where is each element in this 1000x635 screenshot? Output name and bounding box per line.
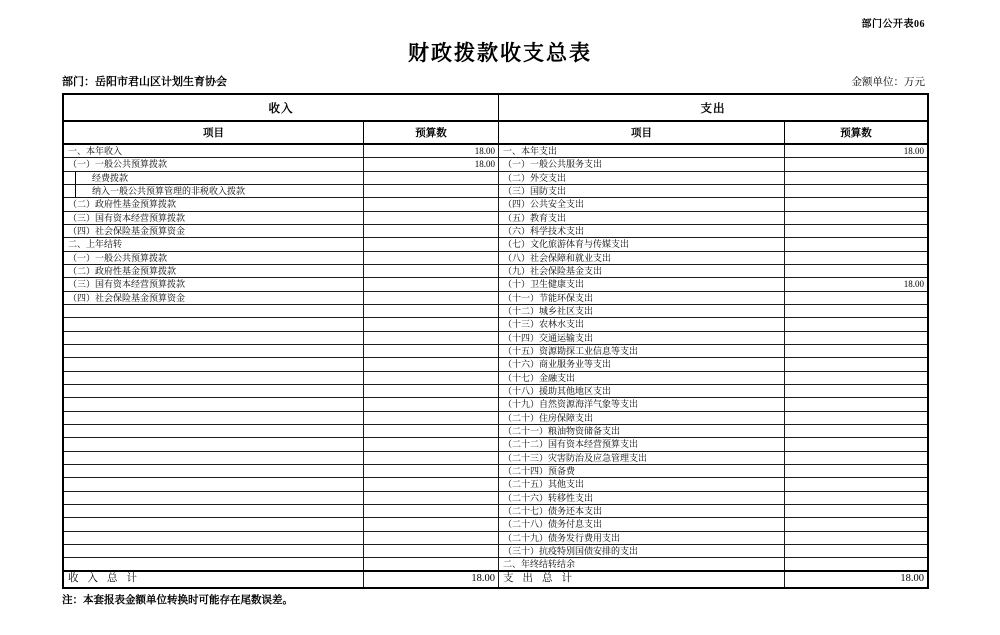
expense-budget-cell: [785, 545, 927, 557]
expense-item-cell: （二十）住房保障支出: [499, 412, 785, 424]
table-row: [64, 345, 927, 358]
expense-item-cell: （三十）抗疫特别国债安排的支出: [499, 545, 785, 557]
expense-item-cell: （十八）援助其他地区支出: [499, 385, 785, 397]
expense-item-cell: （二）外交支出: [499, 172, 785, 184]
expense-budget-cell: [785, 532, 927, 544]
income-item-cell: [64, 452, 364, 464]
expense-budget-cell: [785, 372, 927, 384]
income-budget-cell: [364, 492, 499, 504]
income-budget-cell: [364, 478, 499, 490]
expense-budget-cell: [785, 318, 927, 330]
expense-budget-cell: [785, 505, 927, 517]
table-row: [64, 225, 927, 238]
expense-item-cell: （五）教育支出: [499, 212, 785, 224]
expense-item-cell: （十二）城乡社区支出: [499, 305, 785, 317]
table-row: [64, 412, 927, 425]
expense-item-cell: （十四）交通运输支出: [499, 332, 785, 344]
income-item-cell: [64, 545, 364, 557]
table-row: [64, 265, 927, 278]
expense-item-cell: （八）社会保障和就业支出: [499, 252, 785, 264]
expense-item-cell: （二十八）债务付息支出: [499, 518, 785, 530]
expense-budget-cell: [785, 558, 927, 569]
table-row: [64, 545, 927, 558]
table-header-groups: [64, 95, 927, 122]
table-row: [64, 318, 927, 331]
expense-budget-cell: [785, 425, 927, 437]
income-budget-cell: 18.00: [364, 158, 499, 170]
table-row: [64, 278, 927, 291]
table-row: [64, 305, 927, 318]
footnote: 注：本套报表金额单位转换时可能存在尾数误差。: [62, 594, 293, 606]
table-row: [64, 452, 927, 465]
expense-budget-cell: [785, 465, 927, 477]
income-item-cell: [64, 345, 364, 357]
expense-budget-cell: [785, 332, 927, 344]
expense-item-cell: （二十九）债务发行费用支出: [499, 532, 785, 544]
expense-budget-cell: [785, 398, 927, 410]
expense-budget-cell: [785, 292, 927, 304]
income-budget-cell: [364, 185, 499, 197]
income-budget-cell: [364, 545, 499, 557]
income-budget-cell: [364, 292, 499, 304]
table-row: [64, 158, 927, 171]
expense-budget-cell: [785, 478, 927, 490]
table-row: [64, 185, 927, 198]
expense-item-cell: （三）国防支出: [499, 185, 785, 197]
table-body: [64, 145, 927, 572]
income-budget-cell: [364, 465, 499, 477]
expense-group-header: 支出: [700, 102, 726, 115]
table-row: [64, 145, 927, 158]
income-budget-cell: [364, 318, 499, 330]
expense-budget-cell: [785, 305, 927, 317]
expense-item-cell: （二十五）其他支出: [499, 478, 785, 490]
income-item-cell: [64, 492, 364, 504]
expense-budget-cell: [785, 492, 927, 504]
income-budget-cell: [364, 425, 499, 437]
expense-item-column-header: 项目: [499, 122, 785, 143]
expense-budget-cell: [785, 212, 927, 224]
income-item-cell: [64, 385, 364, 397]
expense-item-cell: （十五）资源勘探工业信息等支出: [499, 345, 785, 357]
income-budget-cell: [364, 532, 499, 544]
income-group-header: 收入: [64, 95, 499, 120]
unit-label: 金额单位：万元: [851, 77, 925, 88]
expense-item-cell: （十六）商业服务业等支出: [499, 358, 785, 370]
table-row: [64, 518, 927, 531]
income-item-cell: [64, 318, 364, 330]
income-item-cell: （二）政府性基金预算拨款: [64, 198, 364, 210]
expense-budget-cell: [785, 198, 927, 210]
expense-item-cell: （二十六）转移性支出: [499, 492, 785, 504]
expense-budget-cell: 18.00: [903, 146, 924, 157]
income-item-cell: （三）国有资本经营预算拨款: [64, 212, 364, 224]
income-item-cell: 纳入一般公共预算管理的非税收入拨款: [64, 185, 364, 197]
income-item-cell: [64, 372, 364, 384]
income-budget-column-header: 预算数: [364, 122, 499, 143]
doc-code: 部门公开表06: [861, 19, 925, 30]
expense-budget-column-header: 预算数: [840, 128, 872, 139]
expense-item-cell: （四）公共安全支出: [499, 198, 785, 210]
expense-budget-cell: [785, 358, 927, 370]
expense-budget-cell: [785, 518, 927, 530]
expense-item-cell: （一）一般公共服务支出: [499, 158, 785, 170]
income-item-cell: [64, 532, 364, 544]
expense-budget-cell: [785, 345, 927, 357]
expense-budget-cell: [785, 238, 927, 250]
table-row: [64, 478, 927, 491]
income-item-cell: [64, 558, 364, 569]
income-item-cell: [64, 505, 364, 517]
income-item-cell: [64, 465, 364, 477]
income-budget-cell: [364, 358, 499, 370]
income-budget-cell: [364, 265, 499, 277]
table-row: [64, 492, 927, 505]
income-total-value-cell: 18.00: [364, 572, 499, 587]
expense-item-cell: 二、年终结转结余: [499, 558, 785, 569]
income-item-cell: （四）社会保险基金预算资金: [64, 225, 364, 237]
income-budget-cell: [364, 412, 499, 424]
income-item-cell: [64, 518, 364, 530]
table-row: [64, 532, 927, 545]
table-row: [64, 172, 927, 185]
income-budget-cell: [364, 505, 499, 517]
expense-item-cell: 一、本年支出: [499, 145, 785, 157]
income-budget-cell: [364, 398, 499, 410]
income-budget-cell: [364, 518, 499, 530]
income-item-cell: 一、本年收入: [64, 145, 364, 157]
table-row: [64, 358, 927, 371]
expense-item-cell: （十九）自然资源海洋气象等支出: [499, 398, 785, 410]
income-item-cell: （三）国有资本经营预算拨款: [64, 278, 364, 290]
income-item-column-header: 项目: [64, 122, 364, 143]
income-budget-cell: [364, 438, 499, 450]
meta-row: [62, 74, 925, 89]
income-budget-cell: [364, 558, 499, 569]
income-budget-cell: [364, 345, 499, 357]
income-budget-cell: [364, 385, 499, 397]
income-budget-cell: [364, 172, 499, 184]
expense-item-cell: （十）卫生健康支出: [499, 278, 785, 290]
income-budget-cell: 18.00: [364, 145, 499, 157]
table-row: [64, 252, 927, 265]
income-item-cell: [64, 478, 364, 490]
table-row: [64, 398, 927, 411]
expense-budget-cell: [785, 252, 927, 264]
total-row: [64, 572, 927, 587]
income-item-cell: [64, 398, 364, 410]
expense-budget-cell: [785, 438, 927, 450]
expense-item-cell: （二十二）国有资本经营预算支出: [499, 438, 785, 450]
expense-total-value-cell: 18.00: [900, 573, 924, 584]
income-item-cell: （二）政府性基金预算拨款: [64, 265, 364, 277]
income-total-label: 收入总计: [68, 573, 146, 584]
expense-item-cell: （二十七）债务还本支出: [499, 505, 785, 517]
income-item-cell: 经费拨款: [64, 172, 364, 184]
table-row: [64, 292, 927, 305]
table-row: [64, 558, 927, 571]
income-budget-cell: [364, 212, 499, 224]
income-item-cell: [64, 425, 364, 437]
income-item-cell: [64, 438, 364, 450]
expense-budget-cell: [785, 158, 927, 170]
income-item-cell: [64, 358, 364, 370]
expense-budget-cell: [785, 225, 927, 237]
income-budget-cell: [364, 252, 499, 264]
expense-item-cell: （六）科学技术支出: [499, 225, 785, 237]
table-row: [64, 505, 927, 518]
income-budget-cell: [364, 372, 499, 384]
table-row: [64, 438, 927, 451]
table-row: [64, 385, 927, 398]
expense-budget-cell: [785, 452, 927, 464]
expense-total-label-cell: [499, 572, 785, 587]
expense-budget-cell: [785, 412, 927, 424]
income-budget-cell: [364, 332, 499, 344]
expense-item-cell: （十七）金融支出: [499, 372, 785, 384]
table-row: [64, 212, 927, 225]
income-budget-cell: [364, 225, 499, 237]
income-budget-cell: [364, 305, 499, 317]
income-item-cell: （一）一般公共预算拨款: [64, 252, 364, 264]
income-item-cell: [64, 332, 364, 344]
expense-budget-cell: 18.00: [903, 279, 924, 290]
income-budget-cell: [364, 278, 499, 290]
table-row: [64, 238, 927, 251]
table-header-columns: [64, 122, 927, 145]
expense-item-cell: （二十一）粮油物资储备支出: [499, 425, 785, 437]
income-item-cell: 二、上年结转: [64, 238, 364, 250]
income-budget-cell: [364, 238, 499, 250]
budget-table: [62, 93, 929, 589]
expense-budget-cell: [785, 385, 927, 397]
expense-budget-cell: [785, 185, 927, 197]
page-title: 财政拨款收支总表: [408, 42, 592, 65]
income-item-cell: （四）社会保险基金预算资金: [64, 292, 364, 304]
table-row: [64, 372, 927, 385]
expense-item-cell: （二十四）预备费: [499, 465, 785, 477]
income-budget-cell: [364, 452, 499, 464]
expense-item-cell: （十三）农林水支出: [499, 318, 785, 330]
table-row: [64, 425, 927, 438]
income-item-cell: [64, 412, 364, 424]
table-row: [64, 465, 927, 478]
expense-item-cell: （七）文化旅游体育与传媒支出: [499, 238, 785, 250]
income-budget-cell: [364, 198, 499, 210]
expense-item-cell: （十一）节能环保支出: [499, 292, 785, 304]
table-row: [64, 198, 927, 211]
expense-total-label: 支出总计: [503, 573, 581, 584]
expense-item-cell: （九）社会保险基金支出: [499, 265, 785, 277]
expense-budget-cell: [785, 265, 927, 277]
expense-budget-cell: [785, 172, 927, 184]
expense-item-cell: （二十三）灾害防治及应急管理支出: [499, 452, 785, 464]
table-row: [64, 332, 927, 345]
income-item-cell: （一）一般公共预算拨款: [64, 158, 364, 170]
income-total-label-cell: [64, 572, 364, 587]
department-label: 部门：岳阳市君山区计划生育协会: [62, 76, 227, 88]
income-item-cell: [64, 305, 364, 317]
